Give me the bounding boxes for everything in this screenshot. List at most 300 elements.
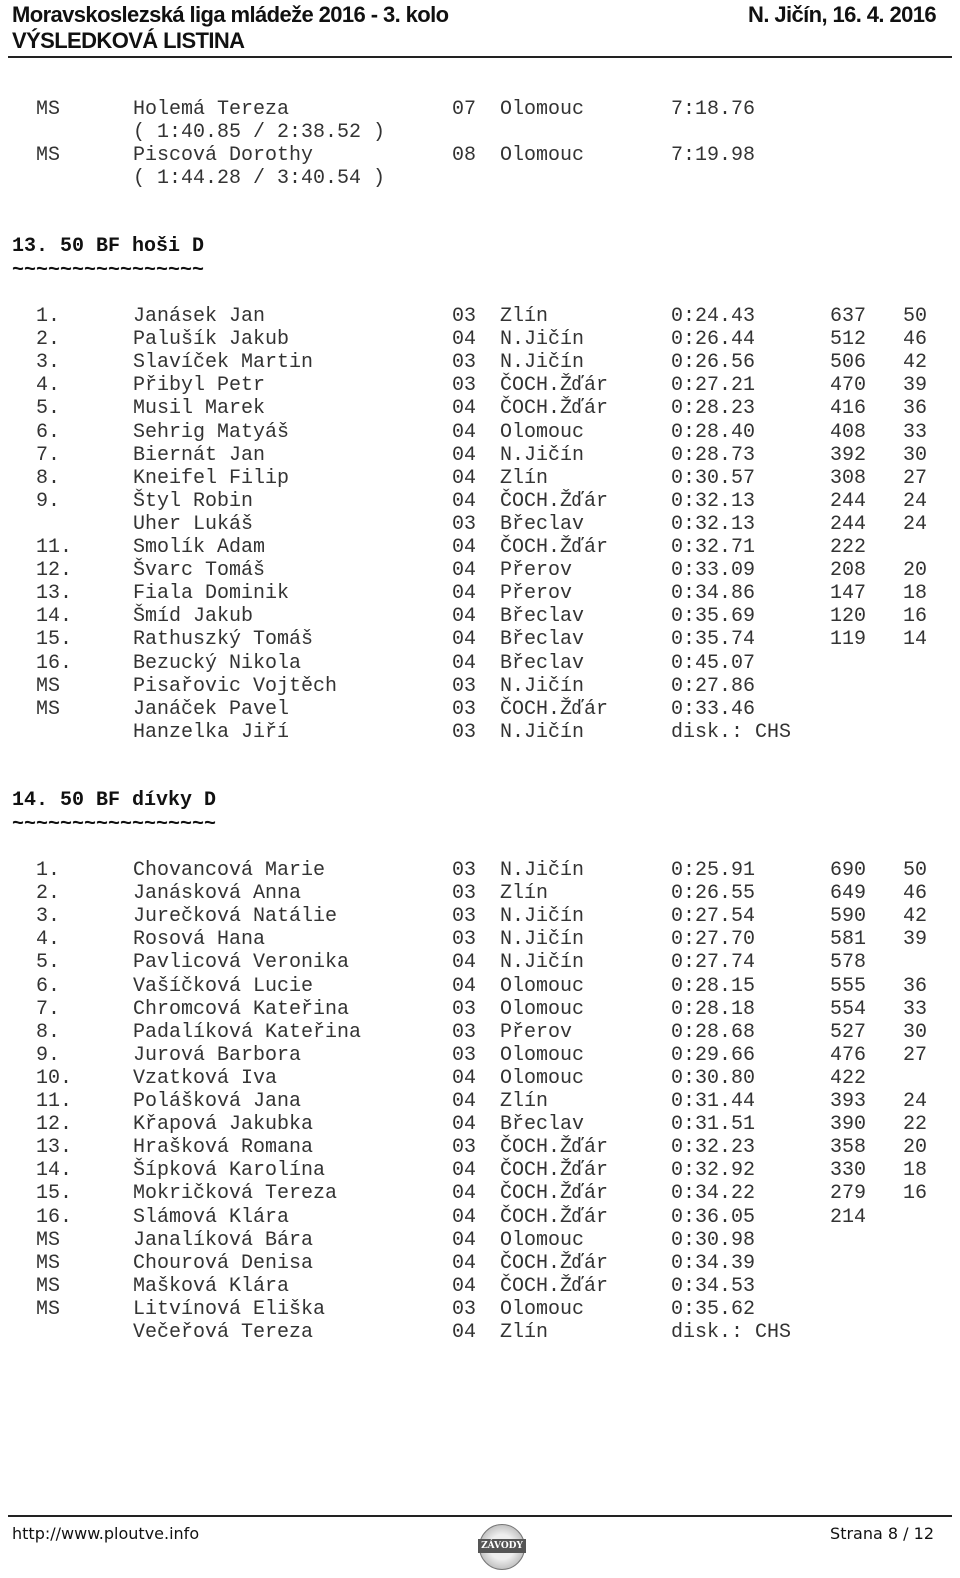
result-club: Přerov [500, 582, 573, 606]
result-rank: 9. [36, 1043, 61, 1067]
result-year: 04 [452, 1090, 477, 1113]
result-year: 03 [452, 674, 477, 698]
result-row [0, 351, 960, 374]
result-year: 07 [452, 98, 477, 121]
result-row [0, 1229, 960, 1252]
result-time: 0:45.07 [671, 651, 756, 675]
result-year: 04 [452, 651, 477, 675]
result-row [0, 675, 960, 698]
result-pts: 590 [830, 905, 867, 929]
result-club: N.Jičín [500, 951, 585, 975]
result-row [0, 305, 960, 328]
result-pts2: 24 [903, 512, 928, 536]
result-name: Rathuszký Tomáš [133, 628, 314, 652]
result-pts2: 39 [903, 374, 928, 398]
result-pts2: 33 [903, 997, 928, 1021]
result-row [0, 698, 960, 721]
result-row [0, 444, 960, 467]
result-row [0, 1021, 960, 1044]
result-year: 04 [452, 559, 477, 583]
result-rank: 14. [36, 1159, 73, 1183]
place-date: N. Jičín, 16. 4. 2016 [748, 2, 936, 27]
result-name: Vzatková Iva [133, 1066, 278, 1090]
result-rank: 13. [36, 582, 73, 606]
result-rank: 16. [36, 1205, 73, 1229]
result-pts: 392 [830, 443, 867, 467]
result-name: Mokričková Tereza [133, 1182, 338, 1206]
result-time: 0:27.54 [671, 905, 756, 929]
result-pts: 506 [830, 351, 867, 375]
result-name: Švarc Tomáš [133, 559, 266, 583]
result-row [0, 1298, 960, 1321]
result-row [0, 328, 960, 351]
result-rank: MS [36, 697, 61, 721]
result-row [0, 721, 960, 744]
result-rank: 10. [36, 1066, 73, 1090]
result-club: ČOCH.Žďár [500, 1182, 609, 1206]
result-club: Olomouc [500, 1297, 585, 1321]
result-rank: 7. [36, 443, 61, 467]
result-year: 04 [452, 1066, 477, 1090]
result-row [0, 1252, 960, 1275]
result-pts: 214 [830, 1205, 867, 1229]
result-rank: 4. [36, 374, 61, 398]
result-rank: 11. [36, 536, 73, 559]
result-pts2: 24 [903, 489, 928, 513]
result-name: Sehrig Matyáš [133, 420, 290, 444]
result-rank: 14. [36, 605, 73, 629]
result-rank: 13. [36, 1136, 73, 1160]
result-pts: 470 [830, 374, 867, 398]
result-row [0, 467, 960, 490]
result-row [0, 1113, 960, 1136]
result-name: Janalíková Bára [133, 1228, 314, 1252]
result-pts: 358 [830, 1136, 867, 1160]
result-time: 0:24.43 [671, 305, 756, 328]
zavody-software-logo: ZÁVODY [479, 1524, 525, 1570]
result-year: 04 [452, 328, 477, 352]
result-pts: 244 [830, 489, 867, 513]
result-club: N.Jičín [500, 720, 585, 744]
result-time: 0:31.44 [671, 1090, 756, 1113]
result-year: 03 [452, 882, 477, 906]
result-name: Pavlicová Veronika [133, 951, 350, 975]
result-time: 0:32.71 [671, 536, 756, 559]
result-club: Zlín [500, 1090, 549, 1113]
result-name: Janáček Pavel [133, 697, 290, 721]
result-rank: 2. [36, 882, 61, 906]
result-pts: 244 [830, 512, 867, 536]
result-time: disk.: CHS [671, 720, 792, 744]
result-pts2: 30 [903, 1020, 928, 1044]
result-name: Štyl Robin [133, 489, 254, 513]
result-time: 0:33.09 [671, 559, 756, 583]
result-club: Břeclav [500, 651, 585, 675]
result-year: 03 [452, 305, 477, 328]
result-time: 0:34.53 [671, 1274, 756, 1298]
result-pts: 416 [830, 397, 867, 421]
result-rank: 12. [36, 1113, 73, 1137]
result-name: Polášková Jana [133, 1090, 302, 1113]
result-name: Janásková Anna [133, 882, 302, 906]
result-time: 0:26.44 [671, 328, 756, 352]
result-rank: 16. [36, 651, 73, 675]
result-year: 03 [452, 1297, 477, 1321]
result-pts2: 18 [903, 1159, 928, 1183]
result-rank: 2. [36, 328, 61, 352]
result-name: ( 1:40.85 / 2:38.52 ) [133, 121, 386, 144]
result-year: 04 [452, 1274, 477, 1298]
result-pts2: 27 [903, 1043, 928, 1067]
result-pts: 119 [830, 628, 867, 652]
footer-url-link[interactable]: http://www.ploutve.info [12, 1524, 200, 1543]
result-row [0, 374, 960, 397]
result-pts2: 27 [903, 466, 928, 490]
result-club: ČOCH.Žďár [500, 536, 609, 559]
result-year: 03 [452, 1043, 477, 1067]
result-club: Olomouc [500, 997, 585, 1021]
result-time: 0:28.18 [671, 997, 756, 1021]
result-year: 04 [452, 1205, 477, 1229]
result-club: Břeclav [500, 1113, 585, 1137]
result-row [0, 536, 960, 559]
result-time: 0:29.66 [671, 1043, 756, 1067]
result-club: ČOCH.Žďár [500, 697, 609, 721]
result-time: 0:27.70 [671, 928, 756, 952]
result-club: Olomouc [500, 420, 585, 444]
result-row [0, 513, 960, 536]
result-year: 04 [452, 536, 477, 559]
result-pts2: 46 [903, 328, 928, 352]
result-rank: 8. [36, 466, 61, 490]
result-time: 0:27.74 [671, 951, 756, 975]
result-row [0, 1090, 960, 1113]
result-time: 0:28.40 [671, 420, 756, 444]
result-name: Šípková Karolína [133, 1159, 326, 1183]
result-time: 7:19.98 [671, 144, 756, 167]
result-time: 0:26.56 [671, 351, 756, 375]
result-row [0, 859, 960, 882]
result-name: Kneifel Filip [133, 466, 290, 490]
result-rank: MS [36, 674, 61, 698]
section-title: 14. 50 BF dívky D [12, 789, 217, 812]
result-time: 0:34.86 [671, 582, 756, 606]
result-time: 0:32.13 [671, 512, 756, 536]
result-time: 0:31.51 [671, 1113, 756, 1137]
result-club: N.Jičín [500, 328, 585, 352]
result-club: Olomouc [500, 974, 585, 998]
result-club: Olomouc [500, 1066, 585, 1090]
result-club: Břeclav [500, 605, 585, 629]
result-time: 7:18.76 [671, 98, 756, 121]
result-row [0, 605, 960, 628]
result-row [0, 1182, 960, 1205]
result-name: Palušík Jakub [133, 328, 290, 352]
result-name: Janásek Jan [133, 305, 266, 328]
result-year: 03 [452, 720, 477, 744]
result-name: Piscová Dorothy [133, 144, 314, 167]
result-rank: 3. [36, 351, 61, 375]
result-time: 0:33.46 [671, 697, 756, 721]
result-club: N.Jičín [500, 443, 585, 467]
result-row [0, 1044, 960, 1067]
result-pts2: 50 [903, 859, 928, 882]
result-rank: 6. [36, 420, 61, 444]
result-rank: 3. [36, 905, 61, 929]
result-pts: 208 [830, 559, 867, 583]
result-pts: 649 [830, 882, 867, 906]
result-pts: 476 [830, 1043, 867, 1067]
result-rank: MS [36, 1274, 61, 1298]
result-year: 03 [452, 697, 477, 721]
result-rank: MS [36, 98, 61, 121]
result-row [0, 1067, 960, 1090]
result-row [0, 144, 960, 167]
result-rank: 7. [36, 997, 61, 1021]
result-year: 03 [452, 1136, 477, 1160]
result-name: Večeřová Tereza [133, 1321, 314, 1344]
result-pts2: 42 [903, 351, 928, 375]
result-name: Holemá Tereza [133, 98, 290, 121]
header-rule [8, 56, 952, 58]
result-name: Smolík Adam [133, 536, 266, 559]
result-pts: 690 [830, 859, 867, 882]
result-club: Olomouc [500, 144, 585, 167]
result-time: 0:26.55 [671, 882, 756, 906]
result-club: Olomouc [500, 1043, 585, 1067]
result-name: Jurečková Natálie [133, 905, 338, 929]
result-club: ČOCH.Žďár [500, 1136, 609, 1160]
result-time: 0:35.69 [671, 605, 756, 629]
result-year: 04 [452, 443, 477, 467]
result-year: 04 [452, 1251, 477, 1275]
result-name: Jurová Barbora [133, 1043, 302, 1067]
result-pts2: 33 [903, 420, 928, 444]
result-time: 0:30.57 [671, 466, 756, 490]
result-club: N.Jičín [500, 928, 585, 952]
result-time: 0:25.91 [671, 859, 756, 882]
result-row [0, 121, 960, 144]
result-pts2: 50 [903, 305, 928, 328]
result-row [0, 628, 960, 651]
result-year: 08 [452, 144, 477, 167]
result-name: Hanzelka Jiří [133, 720, 290, 744]
result-rank: 8. [36, 1020, 61, 1044]
result-pts2: 18 [903, 582, 928, 606]
result-pts: 390 [830, 1113, 867, 1137]
result-rank: 15. [36, 1182, 73, 1206]
result-year: 04 [452, 974, 477, 998]
result-year: 03 [452, 859, 477, 882]
result-time: 0:34.22 [671, 1182, 756, 1206]
result-name: Pisařovic Vojtěch [133, 674, 338, 698]
result-club: Zlín [500, 466, 549, 490]
result-row [0, 905, 960, 928]
result-rank: 6. [36, 974, 61, 998]
result-row [0, 397, 960, 420]
result-name: Křapová Jakubka [133, 1113, 314, 1137]
result-row [0, 1321, 960, 1344]
result-club: Břeclav [500, 512, 585, 536]
result-pts: 147 [830, 582, 867, 606]
result-year: 04 [452, 1113, 477, 1137]
result-row [0, 998, 960, 1021]
result-rank: 12. [36, 559, 73, 583]
result-club: Břeclav [500, 628, 585, 652]
result-year: 04 [452, 420, 477, 444]
page-number: Strana 8 / 12 [830, 1524, 934, 1543]
result-pts2: 46 [903, 882, 928, 906]
result-time: 0:27.86 [671, 674, 756, 698]
result-club: Přerov [500, 559, 573, 583]
footer-rule [8, 1515, 952, 1517]
result-pts: 120 [830, 605, 867, 629]
result-time: 0:36.05 [671, 1205, 756, 1229]
result-pts2: 24 [903, 1090, 928, 1113]
result-time: 0:28.15 [671, 974, 756, 998]
result-name: Slámová Klára [133, 1205, 290, 1229]
result-club: N.Jičín [500, 351, 585, 375]
result-year: 03 [452, 997, 477, 1021]
result-year: 04 [452, 489, 477, 513]
result-pts2: 20 [903, 559, 928, 583]
result-time: 0:34.39 [671, 1251, 756, 1275]
result-year: 03 [452, 928, 477, 952]
result-row [0, 882, 960, 905]
result-row [0, 559, 960, 582]
result-club: N.Jičín [500, 674, 585, 698]
result-rank: 9. [36, 489, 61, 513]
result-pts: 512 [830, 328, 867, 352]
result-time: 0:28.23 [671, 397, 756, 421]
result-rank: 5. [36, 397, 61, 421]
result-rank: MS [36, 1251, 61, 1275]
result-club: ČOCH.Žďár [500, 489, 609, 513]
result-name: Mašková Klára [133, 1274, 290, 1298]
result-row [0, 167, 960, 190]
result-club: Přerov [500, 1020, 573, 1044]
result-name: Uher Lukáš [133, 512, 254, 536]
result-pts: 578 [830, 951, 867, 975]
result-rank: MS [36, 1228, 61, 1252]
result-year: 04 [452, 605, 477, 629]
result-name: Chromcová Kateřina [133, 997, 350, 1021]
result-year: 03 [452, 374, 477, 398]
result-pts: 330 [830, 1159, 867, 1183]
result-year: 03 [452, 1020, 477, 1044]
result-pts: 554 [830, 997, 867, 1021]
result-year: 03 [452, 351, 477, 375]
result-row [0, 928, 960, 951]
result-name: Chovancová Marie [133, 859, 326, 882]
result-club: ČOCH.Žďár [500, 1274, 609, 1298]
result-row [0, 1275, 960, 1298]
result-name: Vašíčková Lucie [133, 974, 314, 998]
competition-title: Moravskoslezská liga mládeže 2016 - 3. kolo [12, 2, 449, 27]
result-row [0, 951, 960, 974]
result-pts2: 22 [903, 1113, 928, 1137]
result-rank: 5. [36, 951, 61, 975]
result-club: N.Jičín [500, 905, 585, 929]
result-club: Zlín [500, 882, 549, 906]
result-club: Zlín [500, 305, 549, 328]
result-time: 0:35.74 [671, 628, 756, 652]
result-pts: 637 [830, 305, 867, 328]
result-club: Olomouc [500, 1228, 585, 1252]
result-year: 04 [452, 1228, 477, 1252]
result-name: Litvínová Eliška [133, 1297, 326, 1321]
result-row [0, 1159, 960, 1182]
result-time: 0:35.62 [671, 1297, 756, 1321]
result-name: Fiala Dominik [133, 582, 290, 606]
result-row [0, 1206, 960, 1229]
result-rank: 11. [36, 1090, 73, 1113]
result-year: 03 [452, 512, 477, 536]
result-pts2: 20 [903, 1136, 928, 1160]
result-time: 0:32.23 [671, 1136, 756, 1160]
result-name: Přibyl Petr [133, 374, 266, 398]
result-time: 0:30.80 [671, 1066, 756, 1090]
result-pts: 527 [830, 1020, 867, 1044]
result-rank: 15. [36, 628, 73, 652]
result-rank: MS [36, 144, 61, 167]
result-time: 0:32.92 [671, 1159, 756, 1183]
result-row [0, 421, 960, 444]
result-pts: 422 [830, 1066, 867, 1090]
result-club: Zlín [500, 1321, 549, 1344]
result-time: 0:28.68 [671, 1020, 756, 1044]
result-row [0, 582, 960, 605]
result-row [0, 1136, 960, 1159]
section-underline: ~~~~~~~~~~~~~~~~~ [12, 813, 217, 836]
result-name: Musil Marek [133, 397, 266, 421]
result-pts2: 16 [903, 605, 928, 629]
result-club: ČOCH.Žďár [500, 1251, 609, 1275]
result-name: Rosová Hana [133, 928, 266, 952]
result-year: 04 [452, 1182, 477, 1206]
result-year: 04 [452, 1321, 477, 1344]
result-year: 04 [452, 628, 477, 652]
result-name: Šmíd Jakub [133, 605, 254, 629]
result-name: Slavíček Martin [133, 351, 314, 375]
result-pts: 555 [830, 974, 867, 998]
result-year: 03 [452, 905, 477, 929]
results-list-title: VÝSLEDKOVÁ LISTINA [12, 28, 245, 53]
result-time: disk.: CHS [671, 1321, 792, 1344]
document-header [12, 2, 448, 54]
result-rank: 1. [36, 305, 61, 328]
result-name: Bezucký Nikola [133, 651, 302, 675]
section-title: 13. 50 BF hoši D [12, 235, 205, 258]
result-pts: 408 [830, 420, 867, 444]
result-club: ČOCH.Žďár [500, 1159, 609, 1183]
result-year: 04 [452, 397, 477, 421]
result-time: 0:30.98 [671, 1228, 756, 1252]
result-name: Hrašková Romana [133, 1136, 314, 1160]
result-club: ČOCH.Žďár [500, 374, 609, 398]
result-pts: 581 [830, 928, 867, 952]
result-club: Olomouc [500, 98, 585, 121]
result-pts2: 36 [903, 397, 928, 421]
result-name: ( 1:44.28 / 3:40.54 ) [133, 167, 386, 190]
result-year: 04 [452, 466, 477, 490]
result-rank: 1. [36, 859, 61, 882]
result-row [0, 490, 960, 513]
result-time: 0:32.13 [671, 489, 756, 513]
result-pts: 393 [830, 1090, 867, 1113]
result-row [0, 98, 960, 121]
result-pts2: 36 [903, 974, 928, 998]
